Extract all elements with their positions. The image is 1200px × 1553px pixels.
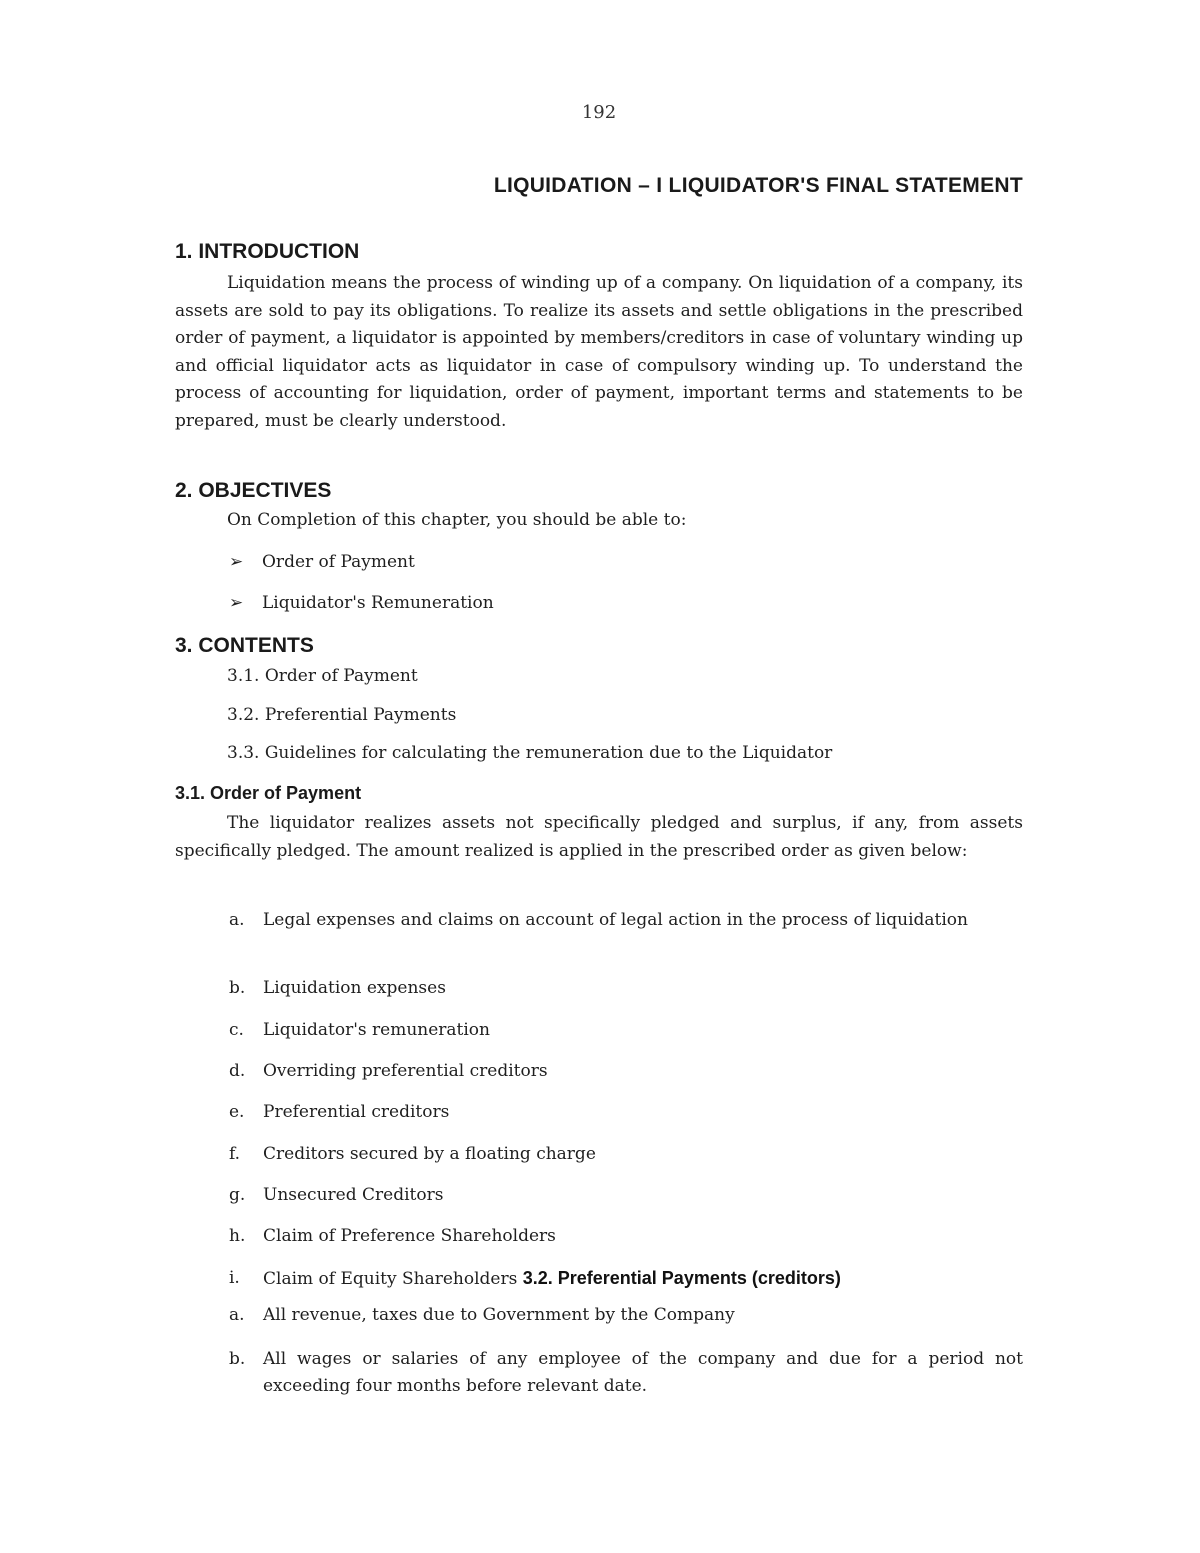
order-list-item: [229, 1265, 1023, 1293]
order-of-payment-paragraph: The liquidator realizes assets not specifically pledged and surplus, if any, from assets specifically pledged. The amount realized is applied in the prescribed order as given below:: [175, 813, 1023, 861]
list-letter: a.: [229, 910, 245, 930]
document-page: [175, 0, 1023, 1553]
preferential-list-item: [229, 1302, 1023, 1329]
list-letter: b.: [229, 978, 246, 998]
contents-item: 3.3. Guidelines for calculating the remuneration due to the Liquidator: [227, 743, 833, 763]
order-list-item: [229, 907, 1023, 934]
introduction-paragraph: Liquidation means the process of winding up of a company. On liquidation of a company, its assets are sold to pay its obligations. To realize its assets and settle obligations in the prescribed order of payment, a liquidator is appointed by members/creditors in case of voluntary winding up and official liquidator acts as liquidator in case of compulsory winding up. To understand the process of accounting for liquidation, order of payment, important terms and statements to be prepared, must be clearly understood.: [175, 273, 1023, 431]
page-number: 192: [581, 102, 617, 123]
list-text: Liquidator's remuneration: [263, 1020, 490, 1040]
list-letter: a.: [229, 1305, 245, 1325]
list-text: Legal expenses and claims on account of legal action in the process of liquidation: [263, 910, 968, 930]
list-text: All revenue, taxes due to Government by the Company: [263, 1305, 735, 1325]
list-text: Unsecured Creditors: [263, 1185, 444, 1205]
order-list-item: [229, 1058, 1023, 1085]
arrow-bullet-icon: ➢: [229, 593, 244, 613]
order-list-item: [229, 1017, 1023, 1044]
list-text-content: Claim of Equity Shareholders: [263, 1269, 518, 1289]
contents-heading: 3. CONTENTS: [175, 634, 314, 657]
objective-item-text: Order of Payment: [262, 552, 415, 572]
list-letter: b.: [229, 1349, 246, 1369]
contents-item: 3.1. Order of Payment: [227, 666, 418, 686]
document-title: LIQUIDATION – I LIQUIDATOR'S FINAL STATEMENT: [493, 174, 1023, 197]
contents-item: 3.2. Preferential Payments: [227, 705, 457, 725]
list-letter: i.: [229, 1268, 240, 1288]
list-text: Preferential creditors: [263, 1102, 450, 1122]
order-list-item: [229, 1141, 1023, 1168]
list-text: All wages or salaries of any employee of the company and due for a period not exceeding four months before relevant date.: [263, 1349, 1023, 1396]
list-text: Claim of Preference Shareholders: [263, 1226, 556, 1246]
objective-item: [229, 549, 415, 576]
list-text: Overriding preferential creditors: [263, 1061, 548, 1081]
introduction-heading: 1. INTRODUCTION: [175, 240, 360, 263]
preferential-list-item: [229, 1346, 1023, 1400]
list-text: [263, 1265, 1023, 1293]
arrow-bullet-icon: ➢: [229, 552, 244, 572]
objectives-heading: 2. OBJECTIVES: [175, 479, 332, 502]
list-letter: f.: [229, 1144, 241, 1164]
order-list-item: [229, 1182, 1023, 1209]
order-list-item: [229, 1099, 1023, 1126]
objective-item-text: Liquidator's Remuneration: [262, 593, 494, 613]
list-text: Liquidation expenses: [263, 978, 446, 998]
list-letter: d.: [229, 1061, 246, 1081]
list-letter: g.: [229, 1185, 246, 1205]
list-text: Creditors secured by a floating charge: [263, 1144, 596, 1164]
list-letter: c.: [229, 1020, 244, 1040]
order-list-item: [229, 975, 1023, 1002]
order-of-payment-heading: 3.1. Order of Payment: [175, 783, 362, 803]
order-list-item: [229, 1223, 1023, 1250]
objective-item: [229, 590, 494, 617]
objectives-intro: On Completion of this chapter, you should be able to:: [227, 510, 687, 530]
preferential-payments-heading: 3.2. Preferential Payments (creditors): [522, 1268, 841, 1288]
list-letter: e.: [229, 1102, 245, 1122]
list-letter: h.: [229, 1226, 246, 1246]
